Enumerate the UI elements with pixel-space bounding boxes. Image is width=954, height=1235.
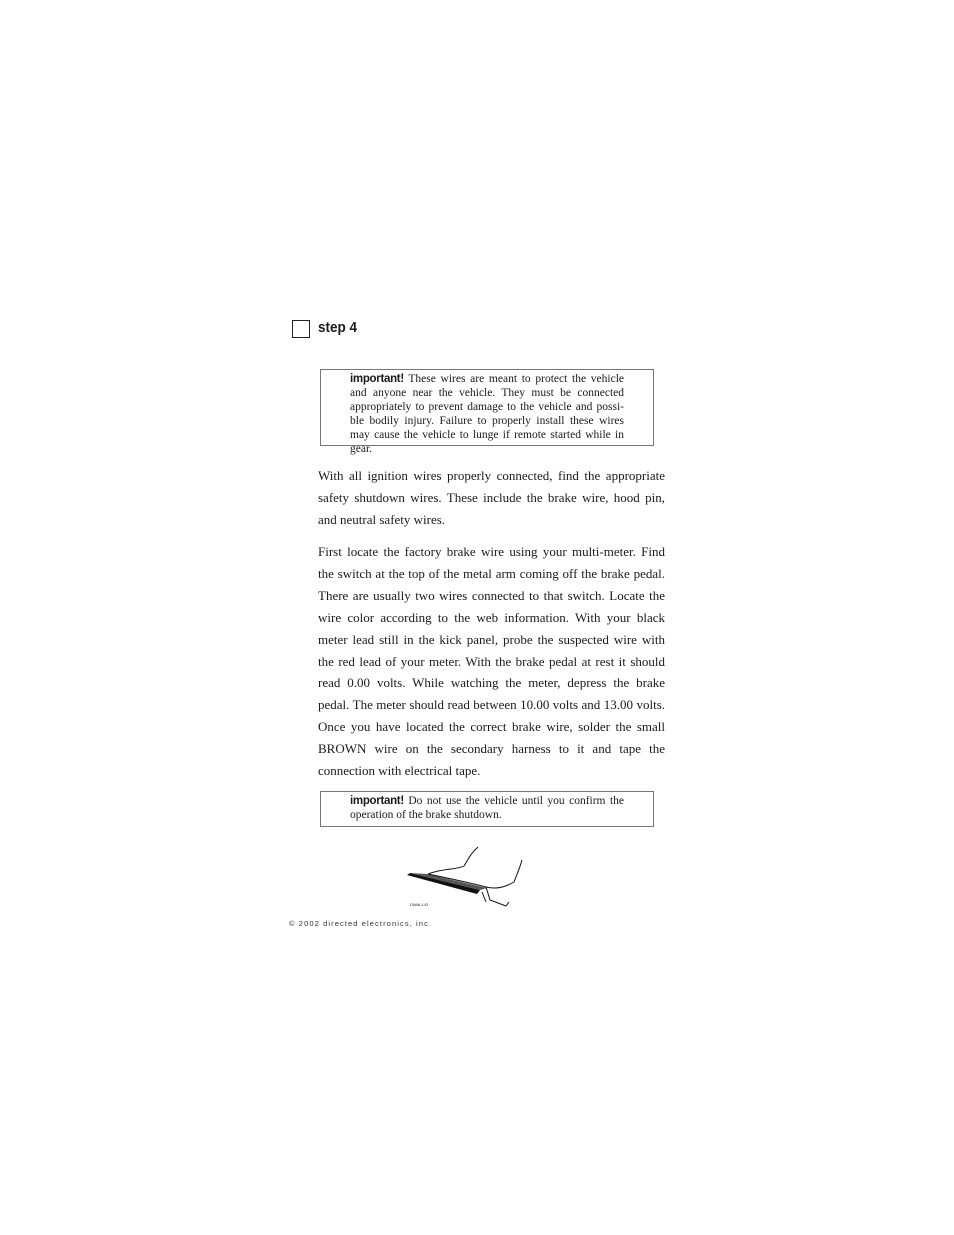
paragraph-brake-wire: First locate the factory brake wire using your multi-meter. Find the switch at the top of the metal arm coming off the brake pedal. There are usually two wires connected to that switch. Locate the wire color according to the web information. With your black meter lead still in the kick panel, probe the suspected wire with the red lead of your meter. With the brake pedal at rest it should read 0.00 volts. While watching the meter, depress the brake pedal. The meter should read between 10.00 volts and 13.00 volts. Once you have located the correct brake wire, solder the small BROWN wire on the secondary harness to it and tape the connection with electrical tape. bbox=[318, 544, 665, 779]
step-title: step 4 bbox=[318, 319, 358, 336]
important-label: important! bbox=[350, 795, 404, 807]
foot-on-brake-pedal-illustration bbox=[402, 844, 526, 914]
brake-pedal-pad bbox=[407, 873, 480, 894]
important-text: Do not use the vehicle until you confirm the operation of the brake shutdown. bbox=[350, 795, 625, 821]
figure-code: DWAL143 bbox=[410, 902, 429, 907]
step-checkbox[interactable] bbox=[292, 320, 310, 338]
shoe-outline bbox=[428, 847, 478, 874]
important-note-wires bbox=[320, 369, 654, 455]
important-label: important! bbox=[350, 373, 404, 385]
copyright-footer: © 2002 directed electronics, inc. bbox=[289, 919, 433, 928]
important-text: These wires are meant to protect the vehicle and anyone near the vehicle. They must be connected appropriately to prevent damage to the vehicle and possi-ble bodily injury. Failure to properly install these wires may cause the vehicle to lunge if remote started while in gear. bbox=[350, 373, 624, 455]
important-note-brake bbox=[320, 791, 654, 827]
paragraph-safety-wires: With all ignition wires properly connected, find the appropriate safety shutdown wires. These include the brake wire, hood pin, and neutral safety wires. bbox=[318, 468, 665, 527]
